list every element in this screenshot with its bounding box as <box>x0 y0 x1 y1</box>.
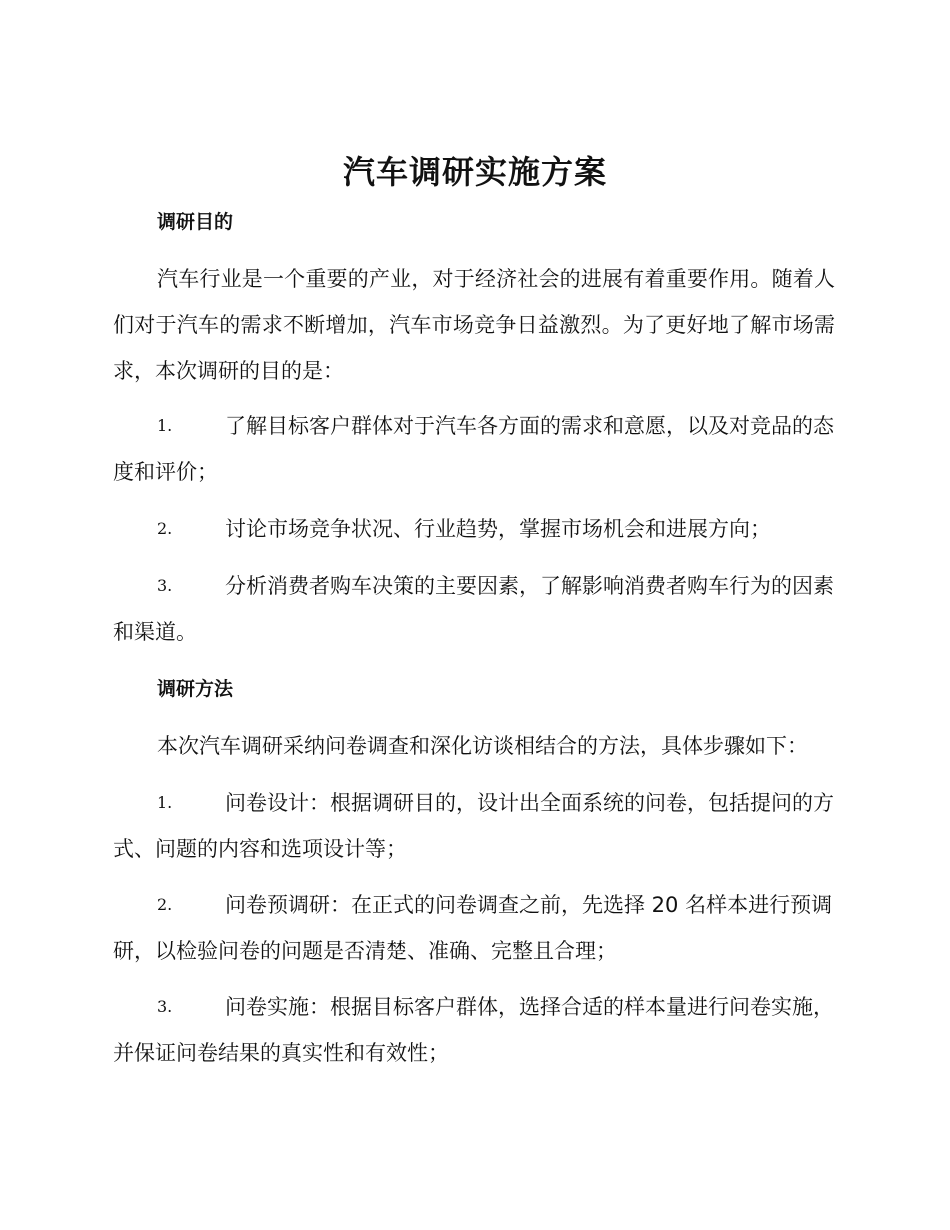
list-item <box>113 563 835 655</box>
list-item-number: 3. <box>157 997 173 1016</box>
list-item-text: 问卷实施：根据目标客户群体，选择合适的样本量进行问卷实施，并保证问卷结果的真实性和有效性； <box>113 995 834 1065</box>
list-item <box>113 882 835 974</box>
list-item <box>113 780 835 872</box>
list-item-number: 2. <box>157 519 173 538</box>
section-heading-method: 调研方法 <box>157 678 234 700</box>
document-title: 汽车调研实施方案 <box>342 153 607 191</box>
list-item-number: 1. <box>157 793 173 812</box>
list-item-text: 问卷预调研：在正式的问卷调查之前，先选择 20 名样本进行预调研，以检验问卷的问题是否清楚、准确、完整且合理； <box>113 893 833 963</box>
list-item-text: 了解目标客户群体对于汽车各方面的需求和意愿，以及对竞品的态度和评价； <box>113 414 834 484</box>
section-heading-purpose: 调研目的 <box>157 211 234 233</box>
list-item-text: 讨论市场竞争状况、行业趋势，掌握市场机会和进展方向； <box>225 517 771 541</box>
list-item-number: 3. <box>157 576 173 595</box>
list-item-text: 问卷设计：根据调研目的，设计出全面系统的问卷，包括提问的方式、问题的内容和选项设计等； <box>113 791 834 861</box>
list-item <box>113 403 835 495</box>
list-item-number: 2. <box>157 895 173 914</box>
list-item-text: 分析消费者购车决策的主要因素，了解影响消费者购车行为的因素和渠道。 <box>113 574 834 644</box>
section-intro-purpose: 汽车行业是一个重要的产业，对于经济社会的进展有着重要作用。随着人们对于汽车的需求不断增加，汽车市场竞争日益激烈。为了更好地了解市场需求，本次调研的目的是： <box>113 267 835 383</box>
list-item-number: 1. <box>157 416 173 435</box>
list-item <box>113 984 835 1076</box>
list-item <box>113 506 835 552</box>
section-intro-method: 本次汽车调研采纳问卷调查和深化访谈相结合的方法，具体步骤如下： <box>157 734 808 758</box>
